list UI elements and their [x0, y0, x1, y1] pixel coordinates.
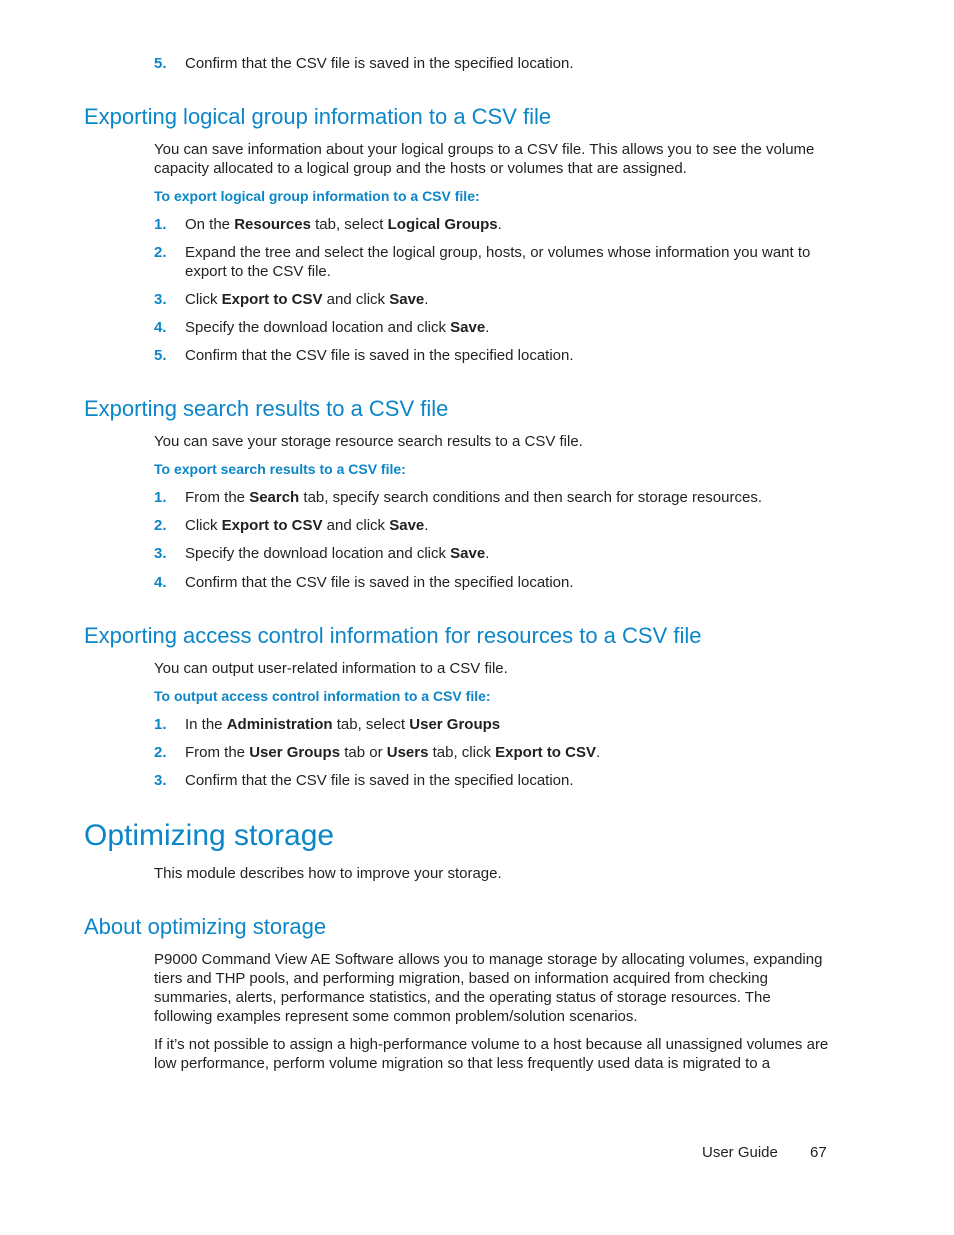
step-text: On the Resources tab, select Logical Groups. — [185, 216, 502, 233]
step-number: 2. — [154, 744, 167, 761]
step-number: 3. — [154, 772, 167, 789]
step-number: 4. — [154, 574, 167, 591]
step-text: Specify the download location and click Save. — [185, 545, 490, 562]
step-text: Confirm that the CSV file is saved in the specified location. — [185, 574, 574, 591]
chapter-heading: Optimizing storage — [84, 819, 335, 852]
about-paragraph-1: P9000 Command View AE Software allows you to manage storage by allocating volumes, expanding tiers and THP pools, and performing migration, based on information acquired from checking summaries, alerts, performance statistics, and the operating status of storage resources. The following examples represent some common problem/solution scenarios. — [154, 951, 823, 1025]
step-number: 1. — [154, 489, 167, 506]
section-heading-logical-group: Exporting logical group information to a CSV file — [84, 104, 552, 129]
footer-guide-title: User Guide — [702, 1144, 778, 1161]
step-text: In the Administration tab, select User Groups — [185, 716, 501, 733]
step-text: Expand the tree and select the logical group, hosts, or volumes whose information you want to export to the CSV file. — [185, 244, 811, 280]
step-number: 3. — [154, 545, 167, 562]
step-text: Confirm that the CSV file is saved in the specified location. — [185, 772, 574, 789]
step-number: 4. — [154, 319, 167, 336]
procedure-title: To output access control information to a CSV file: — [154, 688, 491, 704]
section-heading-about-optimizing: About optimizing storage — [84, 914, 327, 939]
step-text: Confirm that the CSV file is saved in the specified location. — [185, 55, 574, 72]
step-number: 3. — [154, 291, 167, 308]
procedure-title: To export search results to a CSV file: — [154, 461, 406, 477]
step-text: From the User Groups tab or Users tab, click Export to CSV. — [185, 744, 601, 761]
section-heading-search-results: Exporting search results to a CSV file — [84, 396, 449, 421]
step-number: 2. — [154, 244, 167, 261]
section-intro: You can save information about your logical groups to a CSV file. This allows you to see the volume capacity allocated to a logical group and the hosts or volumes that are assigned. — [154, 141, 815, 177]
step-number: 5. — [154, 347, 167, 364]
section-intro: You can output user-related information to a CSV file. — [154, 660, 508, 677]
step-number: 2. — [154, 517, 167, 534]
step-text: Confirm that the CSV file is saved in the specified location. — [185, 347, 574, 364]
step-number: 1. — [154, 716, 167, 733]
step-text: Click Export to CSV and click Save. — [185, 517, 429, 534]
procedure-title: To export logical group information to a CSV file: — [154, 188, 480, 204]
section-intro: You can save your storage resource search results to a CSV file. — [154, 433, 583, 450]
step-number: 5. — [154, 55, 167, 72]
about-paragraph-2: If it’s not possible to assign a high-performance volume to a host because all unassigned volumes are low performance, perform volume migration so that less frequently used data is migrated to a — [154, 1036, 829, 1072]
page-number: 67 — [810, 1144, 827, 1161]
section-heading-access-control: Exporting access control information for resources to a CSV file — [84, 623, 702, 648]
step-text: Specify the download location and click Save. — [185, 319, 490, 336]
chapter-intro: This module describes how to improve your storage. — [154, 865, 502, 882]
step-text: From the Search tab, specify search conditions and then search for storage resources. — [185, 489, 762, 506]
step-text: Click Export to CSV and click Save. — [185, 291, 429, 308]
step-number: 1. — [154, 216, 167, 233]
